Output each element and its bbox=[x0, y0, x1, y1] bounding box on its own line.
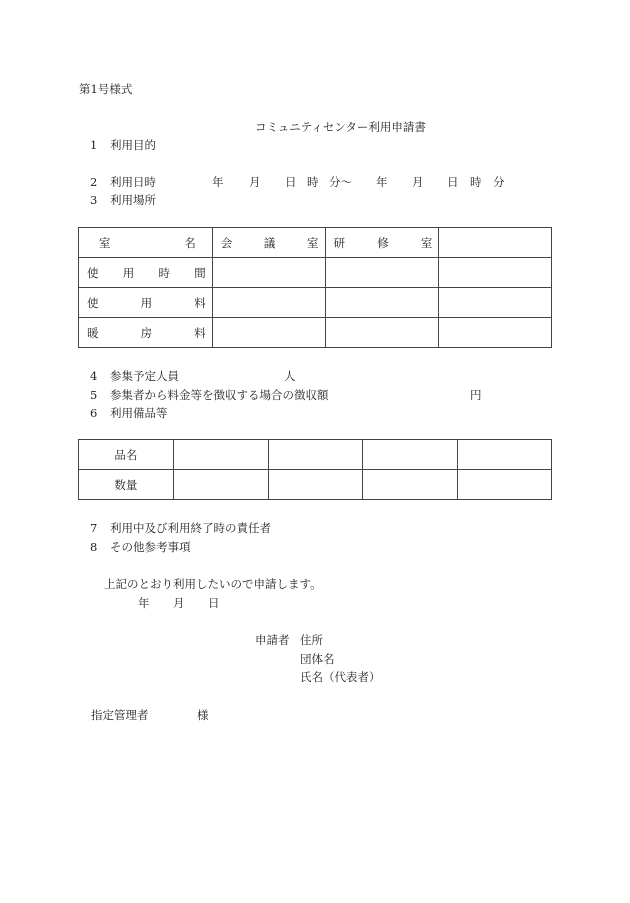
table-cell[interactable] bbox=[439, 288, 552, 318]
table-cell[interactable] bbox=[458, 470, 552, 500]
start-month: 月 bbox=[249, 175, 261, 189]
item-number: 8 bbox=[90, 540, 98, 554]
fee-unit: 円 bbox=[470, 388, 482, 402]
start-day: 日 bbox=[285, 175, 297, 189]
closing-text: 上記のとおり利用したいので申請します。 bbox=[104, 577, 322, 591]
table-cell[interactable] bbox=[363, 440, 458, 470]
applicant-group: 団体名 bbox=[300, 652, 335, 666]
item-label: 利用場所 bbox=[110, 193, 156, 207]
start-year: 年 bbox=[212, 175, 224, 189]
table-cell[interactable] bbox=[173, 440, 268, 470]
item-1 bbox=[90, 138, 156, 152]
table-cell[interactable] bbox=[212, 258, 325, 288]
table-cell[interactable] bbox=[173, 470, 268, 500]
place-table bbox=[78, 227, 552, 348]
item-label: 参集予定人員 bbox=[110, 369, 179, 383]
table-cell[interactable] bbox=[439, 318, 552, 348]
date-day: 日 bbox=[208, 596, 220, 610]
item-number: 1 bbox=[90, 138, 98, 152]
item-label: 利用中及び利用終了時の責任者 bbox=[110, 521, 271, 535]
recipient-honorific: 様 bbox=[197, 708, 209, 722]
row-label-item-name: 品名 bbox=[79, 440, 174, 470]
form-id: 第1号様式 bbox=[79, 82, 133, 96]
table-cell[interactable] bbox=[325, 318, 439, 348]
item-number: 2 bbox=[90, 175, 98, 189]
item-number: 6 bbox=[90, 406, 98, 420]
recipient-label: 指定管理者 bbox=[91, 708, 149, 722]
end-hour: 時 bbox=[470, 175, 482, 189]
table-cell[interactable] bbox=[363, 470, 458, 500]
table-cell[interactable] bbox=[325, 258, 439, 288]
date-month: 月 bbox=[173, 596, 185, 610]
item-5 bbox=[90, 388, 329, 402]
table-cell[interactable] bbox=[268, 470, 363, 500]
end-month: 月 bbox=[412, 175, 424, 189]
applicant-address: 住所 bbox=[300, 633, 323, 647]
start-minute-range: 分〜 bbox=[329, 175, 352, 189]
item-number: 3 bbox=[90, 193, 98, 207]
row-label-quantity: 数量 bbox=[79, 470, 174, 500]
room-name-header: 室 名 bbox=[79, 228, 213, 258]
table-cell[interactable] bbox=[458, 440, 552, 470]
start-hour: 時 bbox=[307, 175, 319, 189]
applicant-name: 氏名（代表者） bbox=[300, 670, 381, 684]
table-cell[interactable] bbox=[268, 440, 363, 470]
table-cell[interactable] bbox=[439, 258, 552, 288]
item-3 bbox=[90, 193, 156, 207]
attendees-unit: 人 bbox=[284, 369, 296, 383]
date-year: 年 bbox=[138, 596, 150, 610]
room-extra-header[interactable] bbox=[439, 228, 552, 258]
row-label-usage-fee: 使 用 料 bbox=[79, 288, 213, 318]
room-conference-header: 会 議 室 bbox=[212, 228, 325, 258]
item-6 bbox=[90, 406, 168, 420]
room-training-header: 研 修 室 bbox=[325, 228, 439, 258]
table-cell[interactable] bbox=[212, 288, 325, 318]
item-number: 5 bbox=[90, 388, 98, 402]
item-label: 利用日時 bbox=[110, 175, 156, 189]
item-number: 7 bbox=[90, 521, 98, 535]
table-cell[interactable] bbox=[325, 288, 439, 318]
item-label: 利用目的 bbox=[110, 138, 156, 152]
end-day: 日 bbox=[447, 175, 459, 189]
row-label-usage-time: 使 用 時 間 bbox=[79, 258, 213, 288]
page-title: コミュニティセンター利用申請書 bbox=[255, 120, 426, 134]
row-label-heating-fee: 暖 房 料 bbox=[79, 318, 213, 348]
item-label: 利用備品等 bbox=[110, 406, 168, 420]
table-cell[interactable] bbox=[212, 318, 325, 348]
end-year: 年 bbox=[376, 175, 388, 189]
applicant-label: 申請者 bbox=[255, 633, 290, 647]
item-4 bbox=[90, 369, 179, 383]
item-label: 参集者から料金等を徴収する場合の徴収額 bbox=[110, 388, 329, 402]
item-7 bbox=[90, 521, 271, 535]
item-8 bbox=[90, 540, 191, 554]
item-2 bbox=[90, 175, 156, 189]
end-minute: 分 bbox=[493, 175, 505, 189]
item-number: 4 bbox=[90, 369, 98, 383]
item-label: その他参考事項 bbox=[110, 540, 191, 554]
equipment-table bbox=[78, 439, 552, 500]
